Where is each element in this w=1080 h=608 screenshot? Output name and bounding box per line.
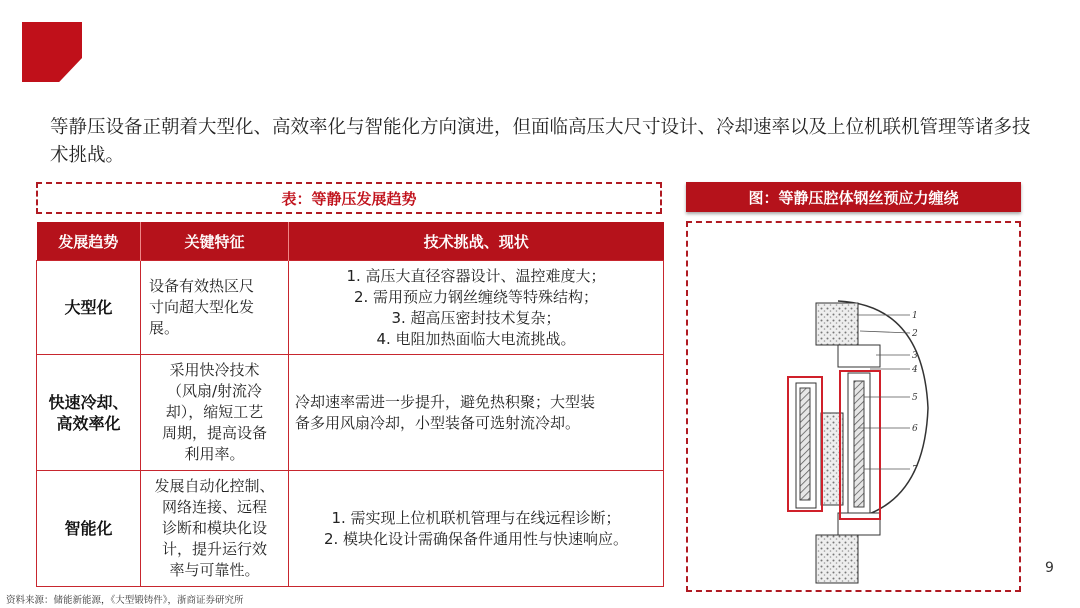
part-label-3: 3 xyxy=(912,351,918,361)
challenge-line: 1. 需实现上位机联机管理与在线远程诊断； xyxy=(331,508,621,527)
feature-line: 却），缩短工艺 xyxy=(165,403,264,421)
part-label-2: 2 xyxy=(912,329,918,339)
trend-cell xyxy=(37,355,141,471)
feature-line: 展。 xyxy=(149,319,180,337)
challenge-cell xyxy=(289,261,664,355)
feature-line: 诊断和模块化设 xyxy=(161,519,267,537)
feature-line: 寸向超大型化发 xyxy=(149,298,255,316)
trend-line: 高效率化 xyxy=(56,413,121,433)
intro-text: 等静压设备正朝着大型化、高效率化与智能化方向演进，但面临高压大尺寸设计、冷却速率以及上位机联机管理等诸多技术挑战。 xyxy=(50,117,1031,166)
trend-cell xyxy=(37,261,141,355)
trend-line: 大型化 xyxy=(64,298,113,317)
feature-cell xyxy=(141,471,289,587)
part-label-4: 4 xyxy=(912,365,918,375)
challenge-cell xyxy=(289,355,664,471)
source-note: 资料来源：储能新能源，《大型锻铸件》，浙商证券研究所 xyxy=(6,595,244,606)
figure-frame xyxy=(686,221,1021,592)
wire-wound-chamber-diagram xyxy=(688,223,1019,590)
part-label-6: 6 xyxy=(912,424,918,434)
trend-cell xyxy=(37,471,141,587)
challenge-line: 4. 电阻加热面临大电流挑战。 xyxy=(376,329,576,348)
challenge-cell xyxy=(289,471,664,587)
brand-logo-block xyxy=(22,22,82,82)
feature-line: （风扇/射流冷 xyxy=(166,382,263,400)
feature-line: 周期，提高设备 xyxy=(161,424,267,442)
table-row xyxy=(37,355,664,471)
lower-yoke xyxy=(816,535,858,583)
part-label-5: 5 xyxy=(912,393,918,403)
table-row xyxy=(37,471,664,587)
feature-line: 率与可靠性。 xyxy=(169,561,260,579)
feature-line: 设备有效热区尺 xyxy=(149,277,255,295)
table-row xyxy=(37,261,664,355)
challenge-line: 备多用风扇冷却，小型装备可选射流冷却。 xyxy=(295,413,581,432)
trend-line: 快速冷却、 xyxy=(48,392,129,412)
header-feature: 关键特征 xyxy=(141,222,289,261)
part-label-7: 7 xyxy=(912,465,918,475)
table-caption: 表：等静压发展趋势 xyxy=(36,182,662,214)
challenge-line: 冷却速率需进一步提升，避免热积聚；大型装 xyxy=(295,392,596,411)
trend-line: 智能化 xyxy=(64,519,113,538)
trend-table xyxy=(36,222,664,587)
part-label-1: 1 xyxy=(912,311,918,321)
upper-plug xyxy=(838,345,880,367)
figure-caption: 图：等静压腔体钢丝预应力缠绕 xyxy=(686,182,1021,212)
wire-winding-right xyxy=(854,381,864,507)
challenge-line: 1. 高压大直径容器设计、温控难度大； xyxy=(346,266,606,285)
feature-cell xyxy=(141,261,289,355)
feature-line: 发展自动化控制、 xyxy=(154,477,275,495)
feature-line: 网络连接、远程 xyxy=(161,498,267,516)
feature-cell xyxy=(141,355,289,471)
challenge-line: 2. 需用预应力钢丝缠绕等特殊结构； xyxy=(353,287,599,306)
table-header-row xyxy=(37,222,664,261)
feature-line: 计，提升运行效 xyxy=(161,540,267,558)
lower-plug xyxy=(838,513,880,535)
header-challenge: 技术挑战、现状 xyxy=(289,222,664,261)
feature-line: 采用快冷技术 xyxy=(169,361,260,379)
upper-yoke xyxy=(816,303,858,345)
wire-winding-left xyxy=(800,388,810,500)
page-number: 9 xyxy=(1045,560,1054,576)
feature-line: 利用率。 xyxy=(184,445,245,463)
challenge-line: 2. 模块化设计需确保备件通用性与快速响应。 xyxy=(323,529,629,548)
challenge-line: 3. 超高压密封技术复杂； xyxy=(391,308,561,327)
header-trend: 发展趋势 xyxy=(37,222,141,261)
